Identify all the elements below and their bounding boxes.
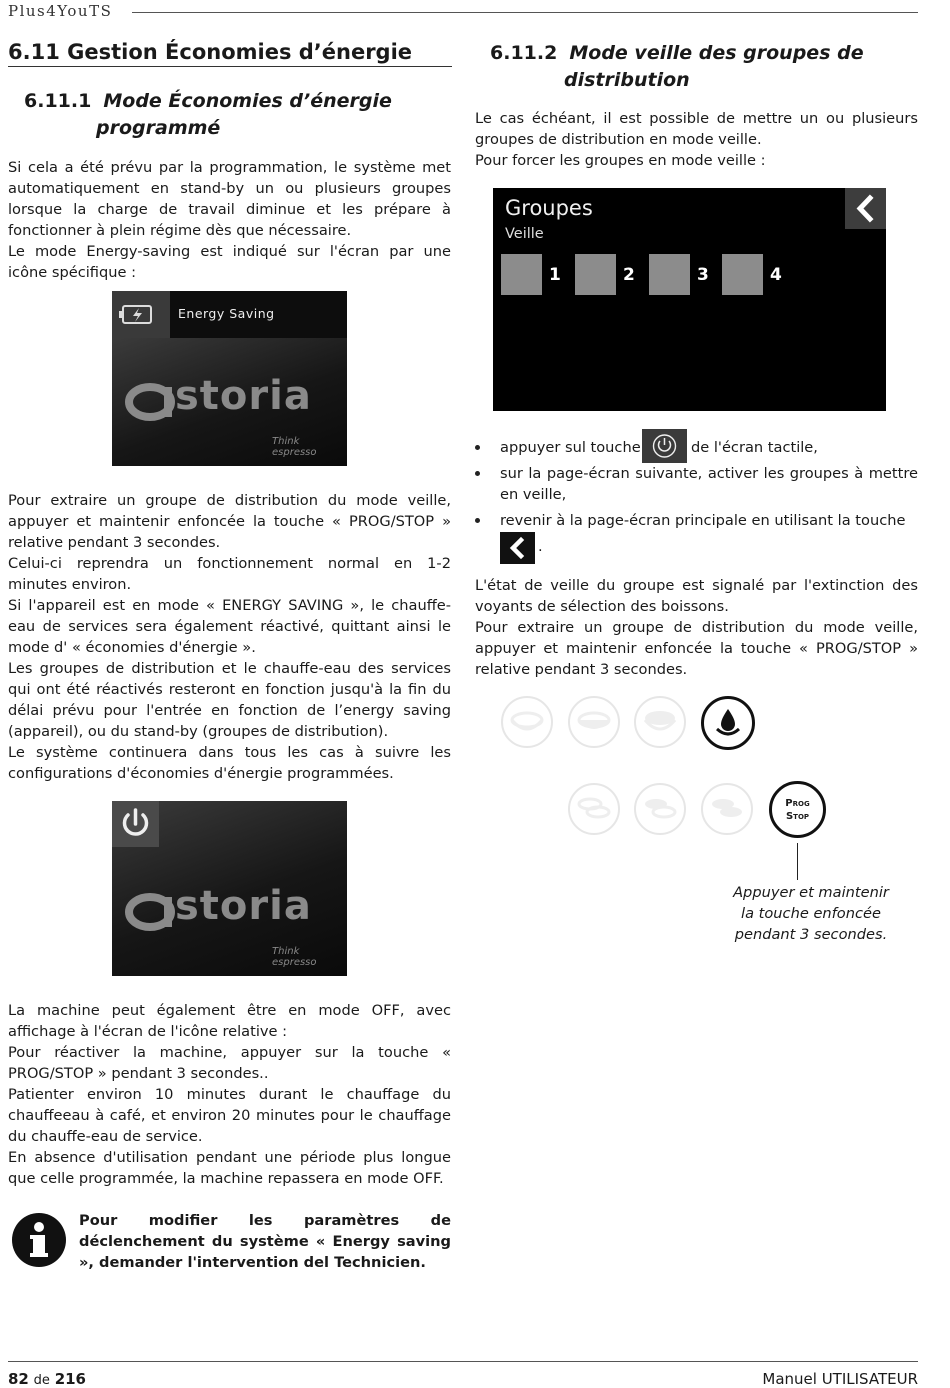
prog-stop-button	[769, 781, 826, 838]
bullet-text: de l'écran tactile,	[691, 439, 818, 456]
group-toggle-2[interactable]	[575, 254, 616, 295]
bullet-text: appuyer sul touche	[500, 439, 641, 456]
page-sep: de	[33, 1373, 50, 1388]
current-page: 82	[8, 1370, 29, 1388]
paragraph: Pour forcer les groupes en mode veille :	[475, 152, 766, 169]
groups-standby-screen	[493, 188, 886, 411]
paragraph: Pour réactiver la machine, appuyer sur la touche « PROG/STOP » pendant 3 secondes..	[8, 1044, 451, 1082]
info-icon	[12, 1213, 66, 1267]
callout-line	[797, 843, 798, 880]
left-intro-text	[8, 157, 451, 283]
stop-label: Stop	[785, 811, 810, 822]
caption	[700, 882, 922, 945]
subsection-title-line2: programmé	[96, 117, 221, 139]
back-button[interactable]	[845, 188, 886, 229]
astoria-logo	[122, 375, 177, 429]
bullet-text: sur la page-écran suivante, activer les groupes à mettre en veille,	[500, 465, 918, 503]
right-after-text	[475, 575, 918, 680]
prog-label: Prog	[785, 798, 810, 809]
standby-touch-icon	[642, 429, 687, 463]
total-pages: 216	[54, 1370, 86, 1388]
beverage-button-cup-1	[501, 696, 553, 748]
power-icon	[112, 801, 159, 847]
paragraph: Patienter environ 10 minutes durant le chauffage du chauffeeau à café, et environ 20 minutes pour le chauffage du chauffe-eau de service.	[8, 1086, 451, 1145]
paragraph: Celui-ci reprendra un fonctionnement normal en 1-2 minutes environ.	[8, 555, 451, 593]
back-arrow-icon	[500, 532, 535, 564]
subsection-title-line2: distribution	[564, 69, 690, 91]
header-rule	[132, 12, 918, 13]
paragraph: Pour extraire un groupe de distribution du mode veille, appuyer et maintenir enfoncée la touche « PROG/STOP » relative pendant 3 secondes.	[475, 619, 918, 678]
subsection-number: 6.11.2	[490, 42, 558, 64]
logo-wordmark: storia	[175, 883, 312, 929]
beverage-button-double-2	[634, 783, 686, 835]
paragraph: Si cela a été prévu par la programmation, le système met automatiquement en stand-by un ou plusieurs groupes lorsque la charge de travail diminue et les prépare à fonctionner à plein régime dès que nécessaire.	[8, 159, 451, 239]
caption-line: la touche enfoncée	[741, 905, 881, 922]
subsection-title-line1: Mode Économies d’énergie	[103, 90, 392, 112]
subsection-title-6-11-2	[490, 40, 930, 94]
brand-name: Plus4YouTS	[8, 2, 113, 20]
energy-saving-label: Energy Saving	[178, 306, 275, 321]
subsection-number: 6.11.1	[24, 90, 92, 112]
subsection-title-6-11-1	[24, 88, 454, 142]
beverage-button-double-1	[568, 783, 620, 835]
screen-title: Groupes	[505, 196, 593, 220]
info-note: Pour modifier les paramètres de déclenchement du système « Energy saving », demander l'intervention del Technicien.	[79, 1212, 451, 1271]
paragraph: Si l'appareil est en mode « ENERGY SAVING », le chauffe-eau de services sera également réactivé, quittant ainsi le mode d' « économies d'énergie ».	[8, 597, 451, 656]
bullet-dot	[475, 445, 480, 450]
right-intro-text	[475, 108, 918, 171]
logo-tagline: Think espresso	[272, 946, 317, 968]
paragraph: La machine peut également être en mode OFF, avec affichage à l'écran de l'icône relative :	[8, 1002, 451, 1040]
section-title: 6.11 Gestion Économies d’énergie	[8, 40, 452, 67]
energy-saving-icon	[112, 291, 170, 338]
group-number-label: 3	[697, 265, 709, 285]
energy-saving-screen	[112, 291, 347, 466]
hot-water-button-icon	[701, 696, 755, 750]
paragraph: Le cas échéant, il est possible de mettre un ou plusieurs groupes de distribution en mode veille.	[475, 110, 918, 148]
off-mode-screen	[112, 801, 347, 976]
bullet-text: revenir à la page-écran principale en utilisant la touche	[500, 512, 906, 529]
subsection-title-line1: Mode veille des groupes de	[569, 42, 864, 64]
beverage-button-cup-3	[634, 696, 686, 748]
page-number	[8, 1370, 86, 1388]
paragraph: L'état de veille du groupe est signalé par l'extinction des voyants de sélection des boissons.	[475, 577, 918, 615]
logo-wordmark: storia	[175, 373, 312, 419]
astoria-logo	[122, 885, 177, 939]
footer-rule	[8, 1361, 918, 1362]
paragraph: En absence d'utilisation pendant une période plus longue que celle programmée, la machine repassera en mode OFF.	[8, 1149, 451, 1187]
caption-line: Appuyer et maintenir	[733, 884, 889, 901]
group-number-label: 2	[623, 265, 635, 285]
group-number-label: 1	[549, 265, 561, 285]
group-number-label: 4	[770, 265, 782, 285]
logo-tagline: Think espresso	[272, 436, 317, 458]
screen-subtitle: Veille	[505, 226, 544, 242]
bullet-dot	[475, 471, 480, 476]
beverage-button-double-3	[701, 783, 753, 835]
paragraph: Le mode Energy-saving est indiqué sur l'écran par une icône spécifique :	[8, 243, 451, 281]
left-middle-text	[8, 490, 451, 784]
manual-title: Manuel UTILISATEUR	[762, 1370, 918, 1388]
paragraph: Pour extraire un groupe de distribution du mode veille, appuyer et maintenir enfoncée la touche « PROG/STOP » relative pendant 3 secondes.	[8, 492, 451, 551]
bullet-item	[475, 510, 918, 531]
bullet-end-punct: .	[538, 538, 543, 555]
group-toggle-4[interactable]	[722, 254, 763, 295]
paragraph: Les groupes de distribution et le chauffe-eau des services qui ont été réactivés resteront en fonction jusqu'à la fin du délai prévu pour l'entrée en fonction de l’energy saving (appareil), ou du stand-by (groupes de distribution).	[8, 660, 451, 740]
group-toggle-3[interactable]	[649, 254, 690, 295]
left-bottom-text	[8, 1000, 451, 1189]
paragraph: Le système continuera dans tous les cas à suivre les configurations d'économies d'énergie programmées.	[8, 744, 451, 782]
caption-line: pendant 3 secondes.	[734, 926, 888, 943]
beverage-button-cup-2	[568, 696, 620, 748]
bullet-dot	[475, 518, 480, 523]
group-toggle-1[interactable]	[501, 254, 542, 295]
bullet-item	[475, 463, 918, 505]
